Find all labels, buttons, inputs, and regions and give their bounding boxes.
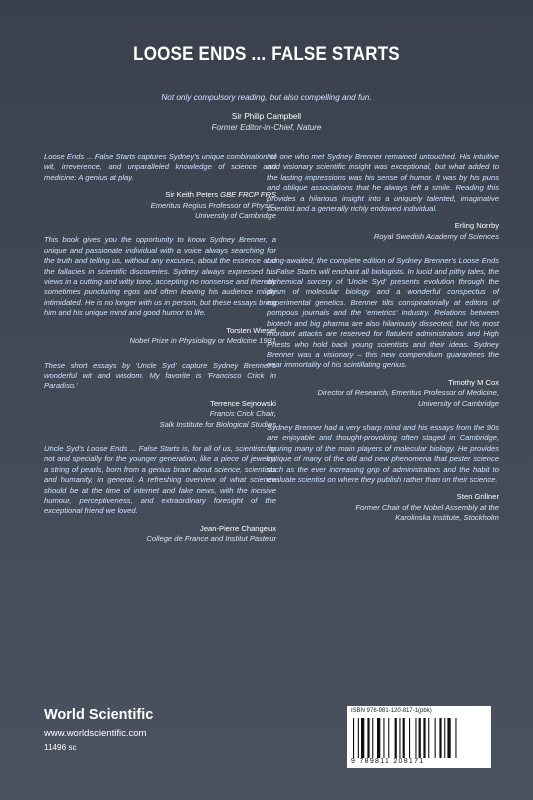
endorsement-role: Francis Crick Chair,: [209, 409, 276, 419]
isbn-barcode: [347, 706, 491, 768]
publisher-url: www.worldscientific.com: [44, 728, 147, 739]
endorsement-quote: Sydney Brenner had a very sharp mind and his essays from the 90s are enjoyable and thought-provoking often staged in Cambridge, figuring many of the main players of molecular biology. He provides critique of many of the old and new phenomena that pester science such as the ever increasing grip of administrators and the habit to evaluate scientist on where they publish rather than on their science.: [267, 422, 499, 484]
left-column: [44, 152, 276, 559]
isbn-digits: 9 789811 208171: [351, 758, 425, 765]
endorsement-attribution: [44, 399, 276, 430]
endorsement-attribution: [44, 190, 276, 221]
endorsement: [44, 444, 276, 545]
endorsement-name: Erling Norrby: [454, 221, 499, 231]
barcode-icon: [353, 718, 485, 758]
product-code: 11496 sc: [44, 743, 77, 752]
endorsement-role: University of Cambridge: [194, 211, 276, 221]
endorsement-quote: Loose Ends ... False Starts captures Sydney's unique combination of wit, irreverence, and unparalleled knowledge of science and medicine: A genius at play.: [44, 152, 276, 182]
endorsement-name: Torsten Wiesel: [226, 325, 276, 335]
endorsement-attribution: [44, 524, 276, 545]
endorsement-role: University of Cambridge: [417, 398, 499, 408]
endorsement: [267, 423, 499, 524]
endorsement-quote: No one who met Sydney Brenner remained untouched. His intuitive and visionary scientific insight was exceptional, but what added to the lasting impressions was his sense of humor. It was by his puns and oblique associations that he always left a smile. Reading this provides a hilarious insight into a uniquely talented, imaginative scientist and a generally richly endowed individual.: [267, 152, 499, 214]
endorsement-quote: Long-awaited, the complete edition of Sydney Brenner's Loose Ends ... False Starts will enchant all biologists. In lucid and pithy tales, the alchemical sorcery of 'Uncle Syd' presents evolution through the prism of molecular biology and a wonderful conspectus of experimental genetics. Brenner tilts conspiratorially at editors of pompous journals and the 'emetrics' industry. Relations between biotech and big pharma are also hilariously dissected; but his most mordant attacks are reserved for flatulent administrators and High Priests who hold back young scientists and their ideas. Sydney Brenner was a visionary – this new compendium guarantees the near immortality of his scintillating genius.: [267, 256, 499, 370]
endorsement-attribution: [44, 326, 276, 347]
endorsement-role: Director of Research, Emeritus Professor of Medicine,: [317, 388, 499, 398]
endorsement-name: Sten Grillner: [456, 492, 499, 502]
endorsement-role: College de France and Institut Pasteur: [146, 534, 276, 544]
endorsement-role: Former Chair of the Nobel Assembly at the: [355, 502, 499, 512]
endorsement-name: Timothy M Cox: [448, 377, 499, 387]
endorsement-role: Nobel Prize in Physiology or Medicine 1981: [129, 336, 276, 346]
endorsement-name: Sir Keith Peters: [165, 190, 219, 200]
lead-name: Sir Philip Campbell: [231, 112, 302, 121]
right-column: [267, 152, 499, 538]
endorsement: [44, 235, 276, 346]
endorsement: [44, 361, 276, 430]
endorsement: [44, 152, 276, 221]
lead-endorsement: [0, 92, 533, 133]
endorsement-role: Karolinska Institute, Stockholm: [395, 513, 499, 523]
endorsement: [267, 256, 499, 409]
endorsement-role: Royal Swedish Academy of Sciences: [373, 231, 499, 241]
endorsement-attribution: [267, 221, 499, 242]
book-title: LOOSE ENDS ... FALSE STARTS: [133, 42, 400, 65]
endorsement-attribution: [267, 492, 499, 523]
endorsement-name: Terrence Sejnowski: [210, 398, 276, 408]
endorsement-attribution: [267, 378, 499, 409]
endorsement-name: Jean-Pierre Changeux: [200, 523, 276, 533]
endorsement-role: Emeritus Regius Professor of Physic,: [150, 200, 276, 210]
endorsement-credentials: GBE FRCP FRS: [220, 190, 276, 200]
publisher-logo: World Scientific: [44, 707, 154, 723]
endorsement-quote: These short essays by 'Uncle Syd' capture Sydney Brenner's wonderful wit and wisdom. My favorite is 'Francisco Crick in Paradiso.': [44, 360, 276, 391]
isbn-label: ISBN 978-981-120-817-1(pbk): [351, 708, 432, 714]
endorsement: [267, 152, 499, 242]
endorsement-quote: Uncle Syd's Loose Ends ... False Starts is, for all of us, scientists or not and specially for the younger generation, like a piece of jewelry, a string of pearls, born from a genius brain about science, scientists and humanity, in general. A refreshing overview of what science should be at the time of internet and fake news, with the incisive humour, perceptiveness, and extraordinary foresight of the exceptional friend we loved.: [44, 443, 276, 516]
endorsement-role: Salk Institute for Biological Studies: [159, 419, 276, 429]
lead-quote: Not only compulsory reading, but also compelling and fun.: [161, 93, 372, 102]
lead-role: Former Editor-in-Chief, Nature: [211, 123, 322, 132]
endorsement-quote: This book gives you the opportunity to know Sydney Brenner, a unique and passionate individual with a voice always searching for the truth and telling us, without any excuses, about the essence and the fallacies in scientific discoveries. Sydney always expressed his views in a cutting and witty tone, accepting no nonsense and thereby sometimes puncturing egos and often leaving his audience mildly intimidated. He is no longer with us in person, but these essays bring him and his unique mind and good humor to life.: [44, 235, 276, 318]
